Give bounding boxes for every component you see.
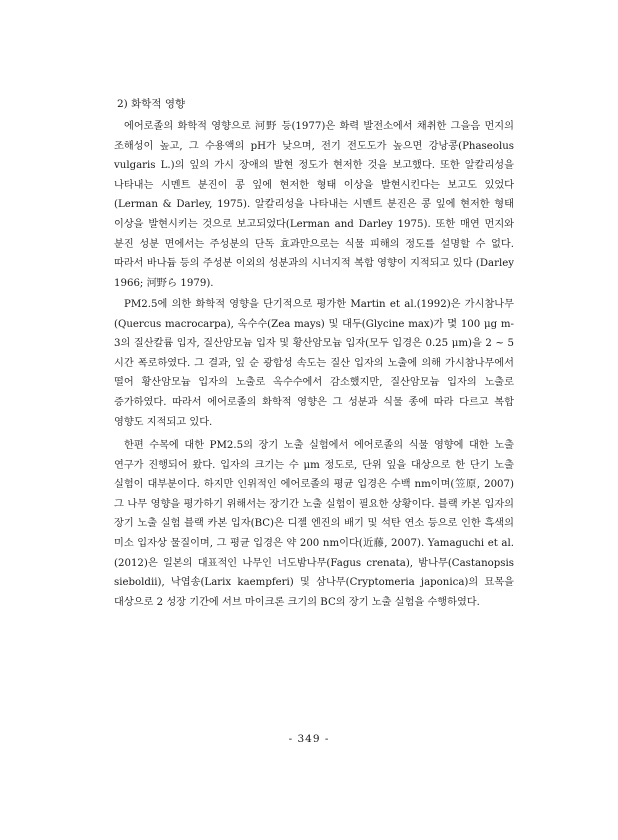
paragraph-chemical-effects: 에어로졸의 화학적 영향으로 河野 등(1977)은 화력 발전소에서 채취한 그을음 먼지의 조해성이 높고, 그 수용액의 pH가 낮으며, 전기 전도도가 높으면 강낭콩(Phaseolus vulgaris L.)의 잎의 가시 장애의 발현 정도가 현저한 것을 보고했다. 또한 알칼리성을 나타내는 시멘트 분진이 콩 잎에 현저한 형태 이상을 발현시킨다는 보고도 있었다(Lerman & Darley, 1975). 알칼리성을 나타내는 시멘트 분진은 콩 잎에 현저한 형태 이상을 발현시키는 것으로 보고되었다(Lerman and Darley 1975). 또한 매연 먼지와 분진 성분 면에서는 주성분의 단독 효과만으로는 식물 피해의 정도를 설명할 수 없다. 따라서 바나듐 등의 주성분 이외의 성분과의 시너지적 복합 영향이 지적되고 있다 (Darley 1966; 河野ら 1979). bbox=[114, 121, 514, 289]
page-number: - 349 - bbox=[288, 733, 330, 745]
paragraph-pm25-long-term: 한편 수목에 대한 PM2.5의 장기 노출 실험에서 에어로졸의 식물 영향에 대한 노출 연구가 진행되어 왔다. 입자의 크기는 수 μm 정도로, 단위 잎을 대상으로 한 단기 노출 실험이 대부분이다. 하지만 인위적인 에어로졸의 평균 입경은 수백 nm이며(笠原, 2007) 그 나무 영향을 평가하기 위해서는 장기간 노출 실험이 필요한 상황이다. 블랙 카본 입자의 장기 노출 실험 블랙 카본 입자(BC)은 디젤 엔진의 배기 및 석탄 연소 등으로 인한 흑색의 미소 입자상 물질이며, 그 평균 입경은 약 200 nm이다(近藤, 2007). Yamaguchi et al.(2012)은 일본의 대표적인 나무인 너도밤나무(Fagus crenata), 밤나무(Castanopsis sieboldii), 낙엽송(Larix kaempferi) 및 삼나무(Cryptomeria japonica)의 묘목을 대상으로 2 성장 기간에 서브 마이크론 크기의 BC의 장기 노출 실험을 수행하였다. bbox=[114, 440, 514, 608]
paragraph-pm25-short-term: PM2.5에 의한 화학적 영향을 단기적으로 평가한 Martin et al.(1992)은 가시참나무(Quercus macrocarpa), 옥수수(Zea mays) 및 대두(Glycine max)가 몇 100 μg m-3의 질산칼륨 입자, 질산암모늄 입자 및 황산암모늄 입자(모두 입경은 0.25 μm)을 2 ~ 5 시간 폭로하였다. 그 결과, 잎 순 광합성 속도는 질산 입자의 노출에 의해 가시참나무에서 떨어 황산암모늄 입자의 노출로 옥수수에서 감소했지만, 질산암모늄 입자의 노출로 증가하였다. 따라서 에어로졸의 화학적 영향은 그 성분과 식물 종에 따라 다르고 복합 영향도 지적되고 있다. bbox=[114, 299, 514, 428]
section-heading: 2) 화학적 영향 bbox=[117, 98, 186, 110]
